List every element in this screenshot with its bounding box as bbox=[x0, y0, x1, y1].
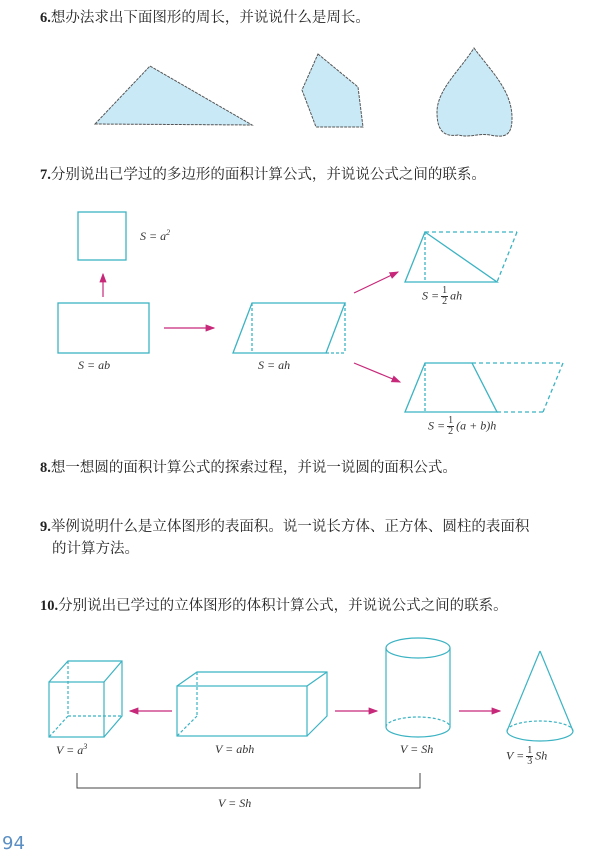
pentagon-shape bbox=[302, 54, 363, 127]
parallelogram-shape bbox=[233, 303, 345, 353]
trapezoid-shape bbox=[405, 363, 497, 412]
perimeter-shapes bbox=[95, 48, 512, 136]
square-shape bbox=[78, 212, 126, 260]
cube-shape bbox=[49, 661, 122, 737]
question-10: 10.分别说出已学过的立体图形的体积计算公式，并说说公式之间的联系。 bbox=[40, 598, 508, 614]
question-9: 9.举例说明什么是立体图形的表面积。说一说长方体、正方体、圆柱的表面积 的计算方法。 bbox=[40, 519, 530, 557]
square-formula: $S = a^2$ bbox=[140, 228, 171, 243]
parallelogram-formula: S = ah bbox=[258, 358, 291, 372]
cube-formula: $V = a^3$ bbox=[56, 742, 88, 757]
question-6: 6.想办法求出下面图形的周长，并说说什么是周长。 bbox=[40, 10, 370, 26]
rectangle-shape bbox=[58, 303, 149, 353]
triangle-shape bbox=[95, 66, 252, 125]
question-7: 7.分别说出已学过的多边形的面积计算公式，并说说公式之间的联系。 bbox=[40, 167, 486, 183]
bracket-line bbox=[77, 773, 420, 788]
page-number: 94 bbox=[2, 833, 25, 854]
question-8: 8.想一想圆的面积计算公式的探索过程，并说一说圆的面积公式。 bbox=[40, 460, 457, 476]
teardrop-shape bbox=[437, 48, 512, 136]
cone-formula: V = $\frac{1}{3}$ Sh bbox=[506, 745, 548, 767]
arrow-up-right bbox=[354, 272, 398, 293]
cuboid-shape bbox=[177, 672, 327, 736]
trapezoid-formula: S = $\frac{1}{2}$ (a + b)h bbox=[428, 415, 497, 437]
triangle-formula: S = $\frac{1}{2}$ ah bbox=[422, 285, 463, 307]
bracket-formula: V = Sh bbox=[218, 796, 252, 810]
rectangle-formula: S = ab bbox=[78, 358, 111, 372]
cuboid-formula: V = abh bbox=[215, 742, 255, 756]
arrow-down-right bbox=[354, 363, 400, 382]
triangle-area-shape bbox=[405, 232, 497, 282]
cylinder-formula: V = Sh bbox=[400, 742, 434, 756]
cone-shape bbox=[507, 651, 573, 741]
cylinder-shape bbox=[386, 638, 450, 737]
